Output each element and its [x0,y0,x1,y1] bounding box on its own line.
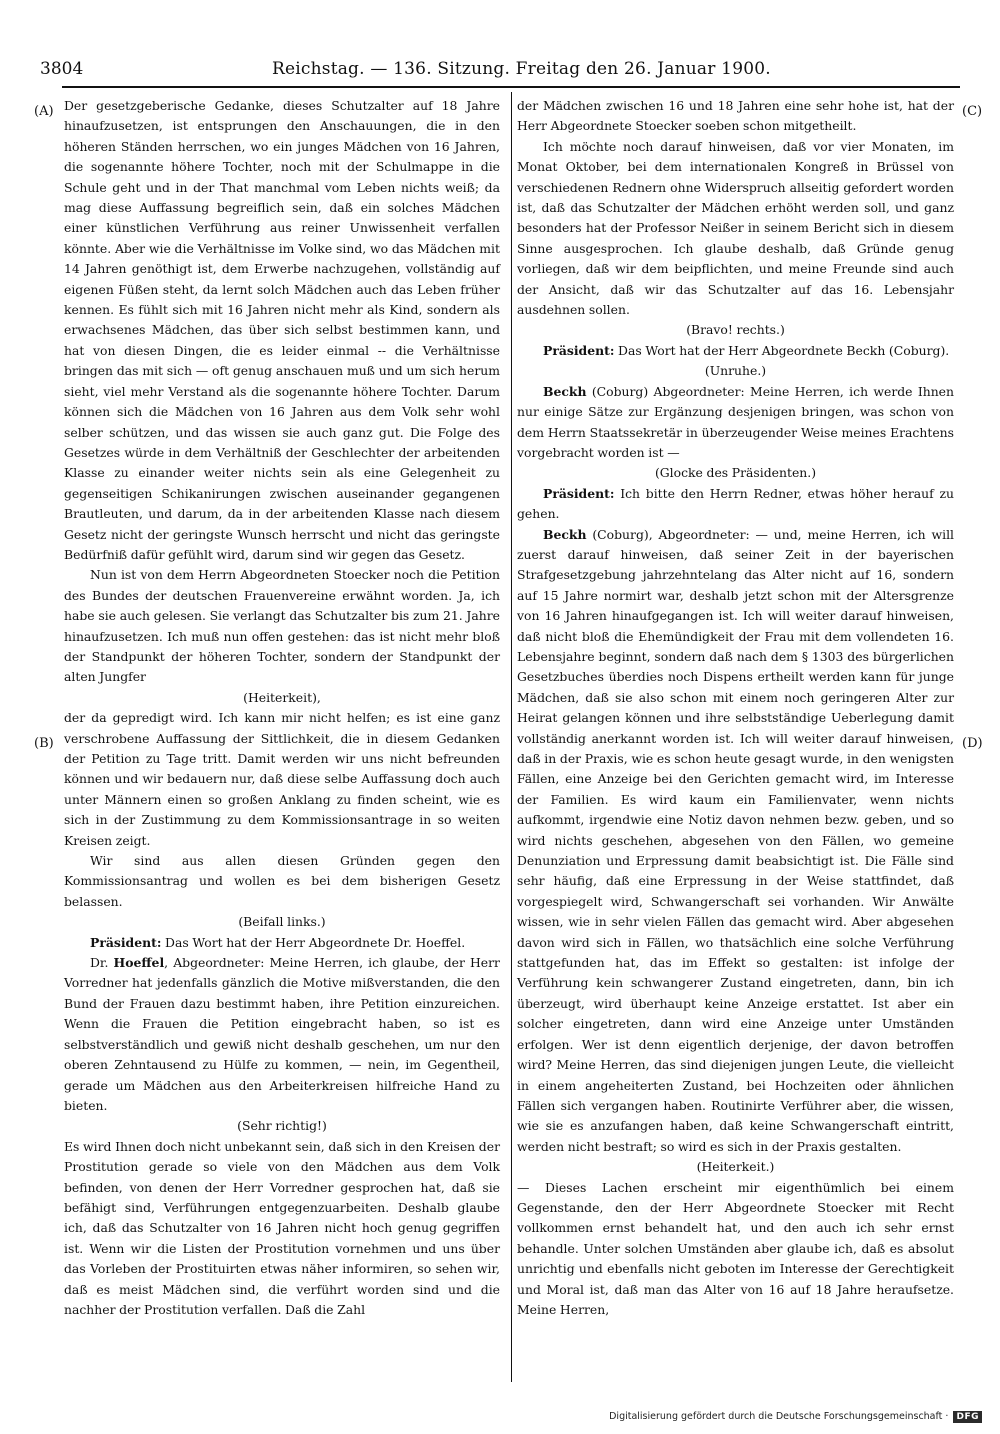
paragraph: der Mädchen zwischen 16 und 18 Jahren eine sehr hohe ist, hat der Herr Abgeordnete Stoecker soeben schon mitgetheilt. [517,98,954,134]
speech-text: Das Wort hat der Herr Abgeordnete Dr. Hoeffel. [161,934,466,950]
running-head: Reichstag. — 136. Sitzung. Freitag den 26. Januar 1900. [272,59,771,79]
page-number: 3804 [40,59,84,79]
speaker-name: Beckh [543,383,587,399]
stage-direction: (Bravo! rechts.) [686,322,785,338]
dfg-logo: DFG [953,1411,982,1423]
digitization-credit [609,1411,982,1423]
margin-mark-d: (D) [962,736,983,751]
page-header [40,56,960,82]
paragraph: Ich möchte noch darauf hinweisen, daß vor vier Monaten, im Monat Oktober, bei dem internationalen Kongreß in Brüssel von verschiedenen Rednern ohne Widerspruch allseitig gefordert worden ist, daß das Schutzalter der Mädchen erhöht werden soll, und ganz besonders hat der Professor Neißer in seinem Bericht sich in diesem Sinne ausgesprochen. Ich glaube deshalb, daß Gründe genug vorliegen, daß wir dem beipflichten, und meine Freunde sind auch der Ansicht, daß wir das Schutzalter auf das 16. Lebensjahr ausdehnen sollen. [517,138,954,318]
speaker-title: Dr. [90,955,114,971]
speaker-name: Präsident: [543,342,615,358]
paragraph: Wir sind aus allen diesen Gründen gegen den Kommissionsantrag und wollen es bei dem bisherigen Gesetz belassen. [64,853,500,909]
speaker-turn [517,484,954,525]
speaker-turn [517,341,954,361]
speaker-name: Beckh [543,526,587,542]
stage-direction: (Heiterkeit), [243,689,321,705]
column-divider [511,92,512,1382]
stage-direction: (Sehr richtig!) [237,1118,327,1134]
paragraph: der da gepredigt wird. Ich kann mir nicht helfen; es ist eine ganz verschrobene Auffassung der Sittlichkeit, die in diesem Gedanken der Petition zu Tage tritt. Damit werden wir uns nicht befreunden können und wir bedauern nur, daß diese selbe Auffassung doch auch unter Männern einen so großen Anklang zu finden scheint, wie es sich in der Zustimmung zu dem Kommissionsantrage in so weiten Kreisen zeigt. [64,710,500,848]
speech-text: , Abgeordneter: Meine Herren, ich glaube, der Herr Vorredner hat jedenfalls gänzlich die Motive mißverstanden, die den Bund der Frauen dazu bestimmt haben, ihre Petition einzureichen. Wenn die Frauen die Petition eingebracht haben, so ist es selbstverständlich und gewiß nicht deshalb geschehen, um nur den oberen Zehntausend zu Hülfe zu kommen, — nein, im Gegentheil, gerade um Mädchen aus den Arbeiterkreisen hilfreiche Hand zu bieten. [64,955,500,1113]
stage-direction: (Beifall links.) [238,914,326,930]
stage-direction: (Unruhe.) [704,363,767,379]
stage-direction: (Glocke des Präsidenten.) [654,465,817,481]
speaker-turn [64,953,500,1116]
speech-text: (Coburg) Abgeordneter: Meine Herren, ich werde Ihnen nur einige Sätze zur Ergänzung desjenigen bringen, was schon von dem Herrn Staatssekretär in überzeugender Weise meines Erachtens vorgebracht worden ist — [517,383,954,460]
speech-text: Ich bitte den Herrn Redner, etwas höher herauf zu gehen. [517,485,954,522]
speaker-name: Hoeffel [113,955,165,971]
paragraph: Nun ist von dem Herrn Abgeordneten Stoecker noch die Petition des Bundes der deutschen Frauenvereine erwähnt worden. Ja, ich habe sie auch gelesen. Sie verlangt das Schutzalter bis zum 21. Jahre hinaufzusetzen. Ich muß nun offen gestehen: das ist nicht mehr bloß der Standpunkt der höheren Tochter, sondern der Standpunkt der alten Jungfer [64,567,500,685]
speaker-name: Präsident: [543,485,615,501]
header-rule [62,86,960,88]
speaker-turn [517,525,954,1158]
margin-mark-b: (B) [34,736,54,751]
paragraph: — Dieses Lachen erscheint mir eigenthümlich bei einem Gegenstande, den der Herr Abgeordnete Stoecker mit Recht vollkommen ernst behandelt hat, und den auch ich sehr ernst behandle. Unter solchen Umständen aber glaube ich, daß es absolut unrichtig und ebenfalls nicht geboten im Interesse der Gerechtigkeit und Moral ist, daß man das Alter von 16 auf 18 Jahre heraufsetze. Meine Herren, [517,1179,954,1317]
speech-text: Das Wort hat der Herr Abgeordnete Beckh (Coburg). [614,342,950,358]
right-column [517,96,954,1320]
speaker-turn [64,933,500,953]
credit-text: Digitalisierung gefördert durch die Deutsche Forschungsgemeinschaft · [609,1411,949,1422]
speaker-name: Präsident: [90,934,162,950]
margin-mark-c: (C) [962,104,983,119]
left-column [64,96,500,1320]
speaker-turn [517,382,954,464]
stage-direction: (Heiterkeit.) [696,1159,775,1175]
paragraph: Es wird Ihnen doch nicht unbekannt sein, daß sich in den Kreisen der Prostitution gerade so viele von den Mädchen aus dem Volk befinden, von denen der Herr Vorredner gesprochen hat, daß sie befähigt sind, Verführungen entgegenzuarbeiten. Deshalb glaube ich, daß das Schutzalter von 16 Jahren nicht hoch genug gegriffen ist. Wenn wir die Listen der Prostitution vornehmen und uns über das Vorleben der Prostituirten etwas näher informiren, so sehen wir, daß es meist Mädchen sind, die verführt worden sind und die nachher der Prostitution verfallen. Daß die Zahl [64,1138,500,1317]
speech-text: (Coburg), Abgeordneter: — und, meine Herren, ich will zuerst darauf hinweisen, daß seiner Zeit in der bayerischen Strafgesetzgebung jahrzehntelang das Alter nicht auf 16, sondern auf 15 Jahre normirt war, deshalb jetzt schon mit der Altersgrenze von 16 Jahren hinaufgegangen ist. Ich will weiter darauf hinweisen, daß nicht bloß die Ehemündigkeit der Frau mit dem vollendeten 16. Lebensjahre beginnt, sondern daß nach dem § 1303 des bürgerlichen Gesetzbuches überdies noch Dispens ertheilt werden kann für junge Mädchen, daß sie also schon mit einem noch geringeren Alter zur Heirat gelangen können und ihre selbstständige Ueberlegung damit vollständig anerkannt worden ist. Ich will weiter darauf hinweisen, daß in der Praxis, wie es schon heute gesagt wurde, in den wenigsten Fällen, eine Anzeige bei den Gerichten gemacht wird, im Interesse der Familien. Es wird kaum ein Familienvater, wenn nichts aufkommt, irgendwie eine Notiz davon nehmen bezw. geben, und so wird nichts geschehen, abgesehen von den Fällen, wo gemeine Denunziation und Erpressung damit beabsichtigt ist. Die Fälle sind sehr häufig, daß eine Erpressung in der Weise stattfindet, daß vorgespiegelt wird, Schwangerschaft sei vorhanden. Wir Anwälte wissen, wie in sehr vielen Fällen das gemacht wird. Aber abgesehen davon wird sich in Fällen, wo thatsächlich eine solche Verführung stattgefunden hat, das im Effekt so gestalten: ist infolge der Verführung kein schwangerer Zustand eingetreten, dann, bin ich überzeugt, wird überhaupt keine Anzeige erstattet. Ist aber ein solcher eingetreten, dann wird eine Anzeige unter Umständen erfolgen. Wer ist denn eigentlich derjenige, der davon betroffen wird? Meine Herren, das sind diejenigen jungen Leute, die vielleicht in einem angeheiterten Zustand, bei Hochzeiten oder ähnlichen Fällen sich vergangen haben. Routinirte Verführer aber, die wissen, wie sie es anzufangen haben, daß keine Schwangerschaft eintritt, werden nicht bestraft; so wird es sich in der Praxis gestalten. [517,526,954,1154]
paragraph: Der gesetzgeberische Gedanke, dieses Schutzalter auf 18 Jahre hinaufzusetzen, ist entsprungen den Anschauungen, die in den höheren Ständen herrschen, wo ein junges Mädchen von 16 Jahren, die sogenannte höhere Tochter, noch mit der Schulmappe in die Schule geht und in der That manchmal vom Leben nichts weiß; da mag diese Auffassung begreiflich sein, daß ein solches Mädchen einer künstlichen Verführung aus reiner Unwissenheit verfallen könnte. Aber wie die Verhältnisse im Volke sind, wo das Mädchen mit 14 Jahren genöthigt ist, dem Erwerbe nachzugehen, vollständig auf eigenen Füßen steht, da lernt solch Mädchen auch das Leben früher kennen. Es fühlt sich mit 16 Jahren nicht mehr als Kind, sondern als erwachsenes Mädchen, das über sich selbst bestimmen kann, und hat von diesen Dingen, die es leider einmal -- die Verhältnisse bringen das mit sich — oft genug anschauen muß und um sich herum sieht, viel mehr Verstand als die sogenannte höhere Tochter. Darum können sich die Mädchen von 16 Jahren aus dem Volk sehr wohl selber schützen, und das wissen sie auch ganz gut. Die Folge des Gesetzes würde in dem Verhältniß der Geschlechter der arbeitenden Klasse zu einander weiter nichts sein als eine Gelegenheit zu gegenseitigen Schikanirungen zwischen auseinander gegangenen Brautleuten, und darum, da in der arbeitenden Klasse nach diesem Gesetz nicht der geringste Wunsch herrscht und nicht das geringste Bedürfniß dafür gefühlt wird, darum sind wir gegen das Gesetz. [64,98,500,562]
margin-mark-a: (A) [34,104,54,119]
